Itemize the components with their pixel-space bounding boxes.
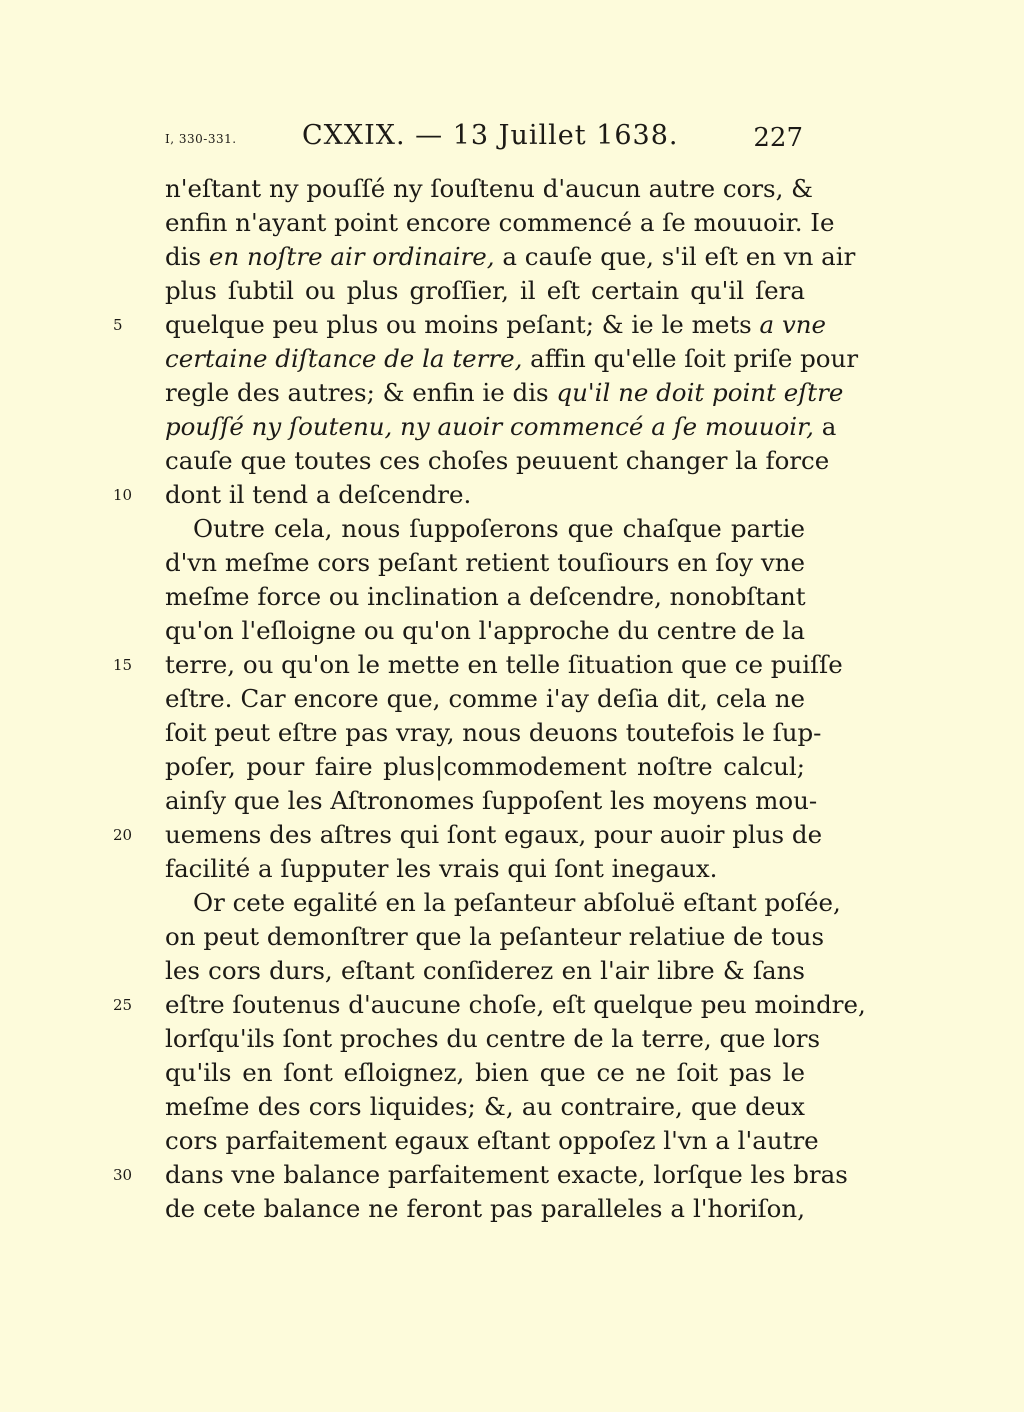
text-segment: lorſqu'ils ſont proches du centre de la terre, que lors — [165, 1024, 821, 1053]
body-text — [113, 172, 866, 1226]
text-line — [165, 342, 859, 376]
running-header — [165, 120, 805, 160]
text-segment: cauſe que toutes ces choſes peuuent changer la force — [165, 446, 830, 475]
text-segment: cors parfaitement egaux eſtant oppoſez l'vn a l'autre — [165, 1126, 819, 1155]
italic-text: qu'il ne doit point eſtre — [556, 378, 844, 407]
text-segment: dans vne balance parfaitement exacte, lorſque les bras — [165, 1160, 848, 1189]
text-line — [165, 1090, 805, 1124]
text-segment: les cors durs, eſtant conſiderez en l'air libre & ſans — [165, 956, 805, 985]
text-segment: dont il tend a deſcendre. — [165, 480, 472, 509]
text-segment: quelque peu plus ou moins peſant; & ie le mets — [165, 310, 760, 339]
text-segment: plus ſubtil ou plus groſſier, il eſt certain qu'il ſera — [165, 276, 805, 305]
volume-reference: I, 330-331. — [165, 132, 237, 146]
text-segment: facilité a ſupputer les vrais qui ſont inegaux. — [165, 854, 718, 883]
text-line — [113, 478, 805, 512]
text-line — [165, 682, 805, 716]
italic-text: pouſſé ny ſoutenu, ny auoir commencé a ſe mouuoir, — [165, 412, 814, 441]
line-number: 20 — [113, 826, 133, 844]
text-line — [165, 614, 805, 648]
text-line — [165, 206, 835, 240]
text-segment: meſme force ou inclination a deſcendre, nonobſtant — [165, 582, 806, 611]
text-line — [165, 784, 818, 818]
text-line — [165, 444, 830, 478]
text-line — [165, 852, 805, 886]
line-number: 5 — [113, 316, 123, 334]
text-segment: qu'ils en ſont eſloignez, bien que ce ne ſoit pas le — [165, 1058, 805, 1087]
text-line — [165, 1056, 805, 1090]
text-segment: uemens des aſtres qui ſont egaux, pour auoir plus de — [165, 820, 823, 849]
text-segment: terre, ou qu'on le mette en telle ſituation que ce puiſſe — [165, 650, 843, 679]
text-line — [165, 1022, 821, 1056]
text-line — [165, 274, 805, 308]
text-line — [165, 1124, 819, 1158]
text-line — [165, 512, 805, 546]
text-segment: enfin n'ayant point encore commencé a ſe mouuoir. Ie — [165, 208, 835, 237]
text-line — [165, 376, 844, 410]
text-line — [165, 240, 856, 274]
text-line — [113, 1158, 848, 1192]
text-line — [165, 920, 825, 954]
line-number: 30 — [113, 1166, 133, 1184]
text-segment: on peut demonſtrer que la peſanteur relatiue de tous — [165, 922, 825, 951]
text-segment: qu'on l'eſloigne ou qu'on l'approche du centre de la — [165, 616, 805, 645]
text-line — [113, 308, 827, 342]
italic-text: en noſtre air ordinaire, — [208, 242, 495, 271]
text-segment: a — [813, 412, 837, 441]
text-line — [165, 886, 841, 920]
text-segment: regle des autres; & enfin ie dis — [165, 378, 557, 407]
line-number: 15 — [113, 656, 133, 674]
line-number: 10 — [113, 486, 133, 504]
text-line — [165, 716, 822, 750]
text-line — [113, 988, 866, 1022]
page-number: 227 — [753, 123, 803, 153]
text-segment: poſer, pour faire plus|commodement noſtre calcul; — [165, 752, 805, 781]
text-line — [165, 1192, 805, 1226]
text-segment: eſtre. Car encore que, comme i'ay deſia dit, cela ne — [165, 684, 805, 713]
text-line — [165, 580, 805, 614]
text-line — [113, 818, 823, 852]
text-segment: d'vn meſme cors peſant retient touſiours en ſoy vne — [165, 548, 805, 577]
text-line — [165, 410, 837, 444]
text-segment: Or cete egalité en la peſanteur abſoluë eſtant poſée, — [193, 888, 841, 917]
text-segment: meſme des cors liquides; &, au contraire, que deux — [165, 1092, 805, 1121]
letter-heading: CXXIX. — 13 Juillet 1638. — [302, 120, 679, 151]
italic-text: a vne — [759, 310, 827, 339]
text-segment: dis — [165, 242, 209, 271]
text-segment: ainſy que les Aſtronomes ſuppoſent les moyens mou- — [165, 786, 818, 815]
line-number: 25 — [113, 996, 133, 1014]
italic-text: certaine diſtance de la terre, — [165, 344, 523, 373]
text-segment: affin qu'elle ſoit priſe pour — [522, 344, 859, 373]
text-line — [165, 546, 805, 580]
text-line — [165, 172, 813, 206]
text-segment: de cete balance ne feront pas paralleles a l'horiſon, — [165, 1194, 805, 1223]
text-line — [165, 750, 805, 784]
text-segment: Outre cela, nous ſuppoſerons que chaſque partie — [193, 514, 805, 543]
text-line — [165, 954, 805, 988]
text-segment: a cauſe que, s'il eſt en vn air — [494, 242, 856, 271]
text-segment: ſoit peut eſtre pas vray, nous deuons toutefois le ſup- — [165, 718, 822, 747]
text-segment: eſtre ſoutenus d'aucune choſe, eſt quelque peu moindre, — [165, 990, 866, 1019]
text-segment: n'eſtant ny pouſſé ny ſouſtenu d'aucun autre cors, & — [165, 174, 813, 203]
text-line — [113, 648, 843, 682]
